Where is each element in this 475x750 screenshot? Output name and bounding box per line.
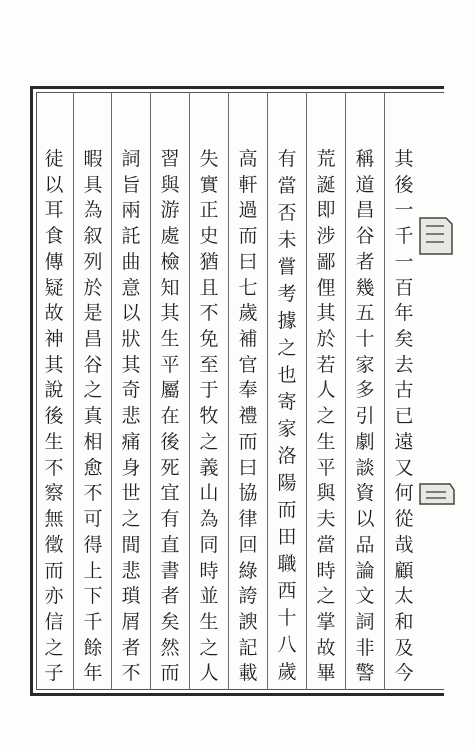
column-character: 習 (160, 148, 180, 170)
column-character: 及 (394, 636, 414, 659)
column-rule (345, 92, 346, 690)
column-character: 七 (238, 276, 258, 299)
column-character: 者 (121, 636, 141, 659)
column-character: 曲 (121, 250, 141, 273)
column-character: 補 (238, 328, 258, 351)
column-character: 矣 (160, 610, 180, 633)
column-character: 昌 (355, 199, 375, 222)
column-character: 之 (121, 508, 141, 531)
column-character: 一 (394, 199, 414, 222)
column-character: 時 (316, 559, 336, 582)
column-character: 否 (277, 202, 297, 224)
column-rule (306, 92, 307, 690)
column-character: 之 (44, 636, 64, 659)
column-character: 間 (121, 533, 141, 556)
column-character: 奇 (121, 379, 141, 402)
column-character: 人 (316, 379, 336, 402)
column-character: 上 (83, 559, 103, 582)
column-character: 並 (199, 585, 219, 608)
text-column-9 (77, 150, 109, 690)
column-character: 千 (83, 610, 103, 633)
column-character: 誇 (238, 585, 258, 608)
column-character: 傳 (44, 250, 64, 273)
column-rule (384, 92, 385, 690)
column-character: 得 (83, 533, 103, 556)
column-character: 失 (199, 148, 219, 170)
column-character: 西 (277, 580, 297, 602)
column-character: 記 (238, 636, 258, 659)
column-character: 律 (238, 508, 258, 531)
column-character: 生 (199, 610, 219, 633)
column-character: 其 (121, 353, 141, 376)
column-character: 嘗 (277, 256, 297, 278)
column-character: 曰 (238, 456, 258, 479)
column-character: 者 (355, 250, 375, 273)
column-character: 子 (44, 662, 64, 685)
column-character: 後 (160, 430, 180, 453)
column-character: 太 (394, 585, 414, 608)
column-character: 故 (316, 636, 336, 659)
column-character: 谷 (83, 353, 103, 376)
text-column-5 (232, 150, 264, 690)
column-character: 高 (238, 148, 258, 170)
text-column-10 (38, 150, 70, 690)
column-character: 過 (238, 199, 258, 222)
column-character: 百 (394, 276, 414, 299)
margin-tab-mark-top (416, 210, 456, 260)
column-character: 而 (44, 559, 64, 582)
column-character: 軒 (238, 173, 258, 196)
column-character: 猶 (199, 250, 219, 273)
column-character: 之 (316, 585, 336, 608)
column-character: 在 (160, 405, 180, 428)
column-character: 其 (44, 353, 64, 376)
column-character: 年 (394, 302, 414, 325)
text-column-8 (115, 150, 147, 690)
column-character: 又 (394, 456, 414, 479)
column-character: 歲 (277, 661, 297, 683)
column-character: 具 (83, 173, 103, 196)
column-character: 之 (316, 405, 336, 428)
column-character: 昌 (83, 328, 103, 351)
column-character: 和 (394, 610, 414, 633)
column-character: 列 (83, 250, 103, 273)
column-character: 警 (355, 662, 375, 685)
column-character: 歲 (238, 302, 258, 325)
column-character: 下 (83, 585, 103, 608)
column-character: 且 (199, 276, 219, 299)
column-character: 耳 (44, 199, 64, 222)
column-character: 十 (277, 607, 297, 629)
text-column-2 (349, 150, 381, 690)
column-character: 遠 (394, 430, 414, 453)
column-character: 知 (160, 276, 180, 299)
column-character: 之 (277, 337, 297, 359)
column-character: 顧 (394, 559, 414, 582)
column-character: 曰 (238, 250, 258, 273)
column-character: 哉 (394, 533, 414, 556)
column-character: 至 (199, 353, 219, 376)
text-column-6 (193, 150, 225, 690)
column-character: 世 (121, 482, 141, 505)
column-character: 亦 (44, 585, 64, 608)
column-character: 察 (44, 482, 64, 505)
column-character: 屬 (160, 379, 180, 402)
column-character: 當 (277, 175, 297, 197)
column-character: 真 (83, 405, 103, 428)
column-character: 家 (355, 353, 375, 376)
column-character: 引 (355, 405, 375, 428)
column-character: 後 (44, 405, 64, 428)
column-character: 矣 (394, 328, 414, 351)
column-character: 兩 (121, 199, 141, 222)
column-character: 正 (199, 199, 219, 222)
column-character: 詞 (355, 610, 375, 633)
column-character: 其 (316, 302, 336, 325)
column-character: 後 (394, 173, 414, 196)
column-character: 平 (316, 456, 336, 479)
column-character: 以 (121, 302, 141, 325)
column-character: 回 (238, 533, 258, 556)
column-character: 徒 (44, 148, 64, 170)
column-character: 狀 (121, 328, 141, 351)
column-character: 寄 (277, 391, 297, 413)
column-character: 而 (238, 430, 258, 453)
column-rule (73, 92, 74, 690)
column-character: 之 (83, 379, 103, 402)
column-character: 悲 (121, 405, 141, 428)
column-character: 綠 (238, 559, 258, 582)
text-column-7 (154, 150, 186, 690)
column-character: 劇 (355, 430, 375, 453)
column-character: 叙 (83, 225, 103, 248)
column-character: 時 (199, 559, 219, 582)
column-character: 以 (355, 508, 375, 531)
column-character: 俚 (316, 276, 336, 299)
column-character: 文 (355, 585, 375, 608)
column-character: 資 (355, 482, 375, 505)
column-character: 古 (394, 379, 414, 402)
column-character: 生 (160, 328, 180, 351)
column-character: 徵 (44, 533, 64, 556)
column-character: 有 (277, 148, 297, 170)
column-character: 當 (316, 533, 336, 556)
column-character: 職 (277, 553, 297, 575)
column-character: 十 (355, 328, 375, 351)
column-character: 同 (199, 533, 219, 556)
column-character: 游 (160, 199, 180, 222)
column-character: 餘 (83, 636, 103, 659)
column-character: 論 (355, 559, 375, 582)
column-character: 不 (44, 456, 64, 479)
margin-tab-mark-middle (416, 478, 456, 508)
column-character: 禮 (238, 405, 258, 428)
column-character: 於 (83, 276, 103, 299)
column-character: 相 (83, 430, 103, 453)
column-character: 意 (121, 276, 141, 299)
column-character: 五 (355, 302, 375, 325)
column-character: 之 (199, 430, 219, 453)
column-character: 痛 (121, 430, 141, 453)
column-character: 家 (277, 418, 297, 440)
column-character: 幾 (355, 276, 375, 299)
column-character: 而 (160, 662, 180, 685)
column-character: 一 (394, 250, 414, 273)
column-character: 與 (316, 482, 336, 505)
column-character: 身 (121, 456, 141, 479)
column-character: 是 (83, 302, 103, 325)
text-column-3 (310, 150, 342, 690)
column-character: 荒 (316, 148, 336, 170)
column-character: 奉 (238, 379, 258, 402)
column-character: 多 (355, 379, 375, 402)
column-character: 諛 (238, 610, 258, 633)
column-character: 即 (316, 199, 336, 222)
column-character: 為 (199, 508, 219, 531)
column-character: 無 (44, 508, 64, 531)
column-character: 谷 (355, 225, 375, 248)
column-character: 神 (44, 328, 64, 351)
column-character: 故 (44, 302, 64, 325)
column-character: 非 (355, 636, 375, 659)
column-character: 其 (160, 302, 180, 325)
column-character: 陽 (277, 472, 297, 494)
column-character: 不 (199, 302, 219, 325)
column-character: 今 (394, 662, 414, 685)
column-character: 愈 (83, 456, 103, 479)
column-character: 田 (277, 526, 297, 548)
column-character: 者 (160, 585, 180, 608)
column-character: 暇 (83, 148, 103, 170)
column-character: 然 (160, 636, 180, 659)
column-character: 夫 (316, 508, 336, 531)
column-rule (150, 92, 151, 690)
column-character: 山 (199, 482, 219, 505)
column-character: 畢 (316, 662, 336, 685)
column-character: 託 (121, 225, 141, 248)
column-character: 以 (44, 173, 64, 196)
column-character: 宜 (160, 482, 180, 505)
column-character: 不 (83, 482, 103, 505)
column-character: 死 (160, 456, 180, 479)
column-character: 生 (44, 430, 64, 453)
column-character: 書 (160, 559, 180, 582)
column-character: 于 (199, 379, 219, 402)
column-character: 未 (277, 229, 297, 251)
column-character: 有 (160, 508, 180, 531)
column-character: 平 (160, 353, 180, 376)
column-character: 據 (277, 310, 297, 332)
column-character: 去 (394, 353, 414, 376)
column-character: 屑 (121, 610, 141, 633)
text-column-4 (271, 150, 303, 690)
column-character: 談 (355, 456, 375, 479)
column-character: 瑣 (121, 585, 141, 608)
column-character: 於 (316, 328, 336, 351)
column-character: 說 (44, 379, 64, 402)
column-character: 誕 (316, 173, 336, 196)
column-character: 也 (277, 364, 297, 386)
column-character: 為 (83, 199, 103, 222)
column-character: 洛 (277, 445, 297, 467)
column-character: 史 (199, 225, 219, 248)
column-character: 八 (277, 634, 297, 656)
column-character: 義 (199, 456, 219, 479)
column-character: 生 (316, 430, 336, 453)
column-rule (111, 92, 112, 690)
column-character: 何 (394, 482, 414, 505)
column-character: 而 (277, 499, 297, 521)
column-character: 從 (394, 508, 414, 531)
column-character: 而 (238, 225, 258, 248)
column-character: 品 (355, 533, 375, 556)
column-character: 官 (238, 353, 258, 376)
column-rule (228, 92, 229, 690)
column-character: 信 (44, 610, 64, 633)
column-character: 道 (355, 173, 375, 196)
column-character: 不 (121, 662, 141, 685)
column-character: 千 (394, 225, 414, 248)
column-character: 鄙 (316, 250, 336, 273)
column-character: 之 (199, 636, 219, 659)
column-character: 涉 (316, 225, 336, 248)
column-character: 詞 (121, 148, 141, 170)
column-character: 處 (160, 225, 180, 248)
column-character: 其 (394, 148, 414, 170)
column-character: 食 (44, 225, 64, 248)
column-character: 實 (199, 173, 219, 196)
column-character: 年 (83, 662, 103, 685)
column-character: 載 (238, 662, 258, 685)
column-character: 直 (160, 533, 180, 556)
column-character: 牧 (199, 405, 219, 428)
column-character: 免 (199, 328, 219, 351)
column-character: 旨 (121, 173, 141, 196)
column-character: 若 (316, 353, 336, 376)
column-character: 稱 (355, 148, 375, 170)
column-character: 已 (394, 405, 414, 428)
column-rule (267, 92, 268, 690)
column-rule (189, 92, 190, 690)
column-character: 疑 (44, 276, 64, 299)
column-character: 掌 (316, 610, 336, 633)
column-character: 悲 (121, 559, 141, 582)
column-character: 可 (83, 508, 103, 531)
column-character: 與 (160, 173, 180, 196)
column-character: 檢 (160, 250, 180, 273)
column-character: 協 (238, 482, 258, 505)
column-character: 考 (277, 283, 297, 305)
column-character: 人 (199, 662, 219, 685)
